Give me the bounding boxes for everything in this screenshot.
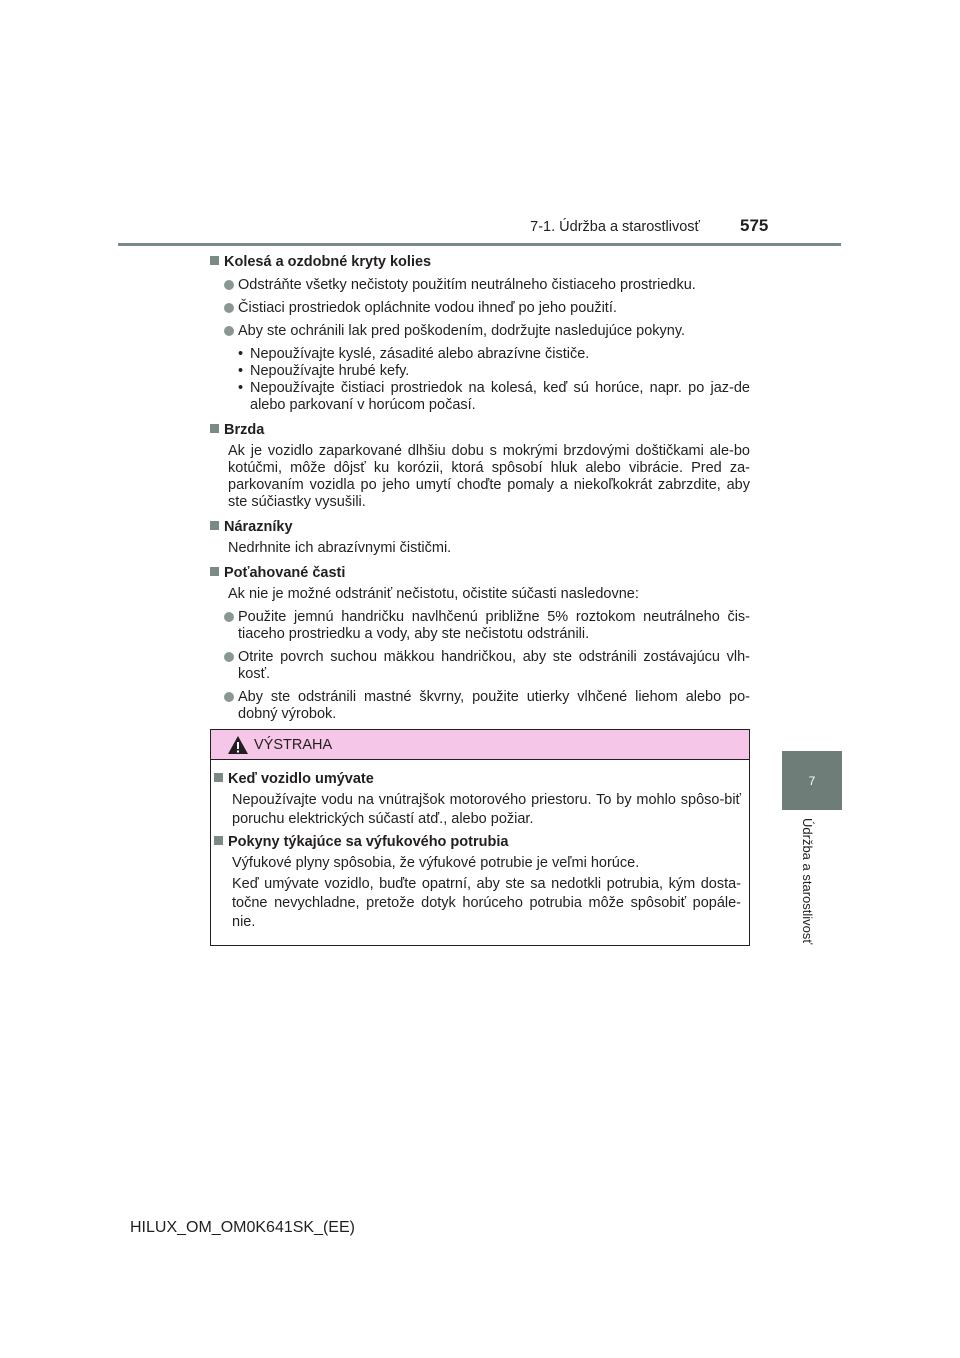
warning-label: VÝSTRAHA	[254, 737, 333, 753]
section-heading: Kolesá a ozdobné kryty kolies	[210, 254, 750, 271]
section-heading: Nárazníky	[210, 519, 750, 536]
square-bullet-icon	[214, 836, 223, 845]
section-text: Ak je vozidlo zaparkované dlhšiu dobu s mokrými brzdovými doštičkami ale-bo kotúčmi, môže dôjsť ku korózii, ktorá spôsobí hluk alebo vibrácie. Pred za-parkovaním vozidla po jeho umytí choďte pomaly a niekoľkokrát zabrzdite, aby ste súčiastky vysušili.	[228, 443, 750, 510]
circle-bullet-icon	[224, 612, 234, 622]
section-text: Ak nie je možné odstrániť nečistotu, očistite súčasti nasledovne:	[228, 586, 639, 602]
list-item: Čistiaci prostriedok opláchnite vodou ihneď po jeho použití.	[210, 300, 750, 317]
warning-header	[211, 730, 749, 760]
section-text: Nedrhnite ich abrazívnymi čističmi.	[228, 540, 452, 556]
list-item: Odstráňte všetky nečistoty použitím neutrálneho čistiaceho prostriedku.	[210, 277, 750, 294]
square-bullet-icon	[214, 773, 223, 782]
header-divider	[118, 243, 841, 246]
square-bullet-icon	[210, 521, 219, 530]
page-number: 575	[740, 216, 769, 235]
warning-text: Nepoužívajte vodu na vnútrajšok motorového priestoru. To by mohlo spôso-biť poruchu elektrických súčastí atď., alebo požiar.	[232, 792, 741, 827]
list-item: Použite jemnú handričku navlhčenú približne 5% roztokom neutrálneho čis-tiaceho prostriedku a vody, aby ste nečistotu odstránili.	[210, 609, 750, 643]
list-item: Aby ste odstránili mastné škvrny, použite utierky vlhčené liehom alebo po-dobný výrobok.	[210, 689, 750, 723]
warning-body	[211, 760, 749, 932]
circle-bullet-icon	[224, 652, 234, 662]
square-bullet-icon	[210, 256, 219, 265]
warning-box	[210, 729, 750, 946]
square-bullet-icon	[210, 424, 219, 433]
section-heading: Brzda	[210, 422, 750, 439]
sub-list-item: • Nepoužívajte hrubé kefy.	[238, 363, 410, 379]
section-title: 7-1. Údržba a starostlivosť	[530, 219, 700, 235]
warning-text: Výfukové plyny spôsobia, že výfukové potrubie je veľmi horúce.	[232, 855, 640, 871]
chapter-number: 7	[808, 773, 816, 788]
chapter-tab	[782, 751, 842, 810]
list-item: Otrite povrch suchou mäkkou handričkou, aby ste odstránili zostávajúcu vlh-kosť.	[210, 649, 750, 683]
circle-bullet-icon	[224, 326, 234, 336]
chapter-title-vertical: Údržba a starostlivosť	[800, 818, 815, 945]
circle-bullet-icon	[224, 280, 234, 290]
square-bullet-icon	[210, 567, 219, 576]
document-code: HILUX_OM_OM0K641SK_(EE)	[130, 1219, 355, 1236]
sub-list-item: • Nepoužívajte čistiaci prostriedok na kolesá, keď sú horúce, napr. po jaz-de alebo parkovaní v horúcom počasí.	[238, 380, 750, 413]
warning-item-heading: Pokyny týkajúce sa výfukového potrubia	[214, 833, 741, 852]
circle-bullet-icon	[224, 303, 234, 313]
warning-text: Keď umývate vozidlo, buďte opatrní, aby ste sa nedotkli potrubia, kým dosta-točne nevychladne, pretože dotyk horúceho potrubia môže spôsobiť popále-nie.	[232, 876, 741, 930]
main-content	[210, 254, 750, 723]
sub-list-item: • Nepoužívajte kyslé, zásadité alebo abrazívne čističe.	[238, 346, 590, 362]
warning-item-heading: Keď vozidlo umývate	[214, 770, 741, 789]
warning-triangle-icon	[227, 735, 249, 755]
circle-bullet-icon	[224, 692, 234, 702]
section-heading: Poťahované časti	[210, 565, 750, 582]
list-item: Aby ste ochránili lak pred poškodením, dodržujte nasledujúce pokyny.	[210, 323, 750, 340]
